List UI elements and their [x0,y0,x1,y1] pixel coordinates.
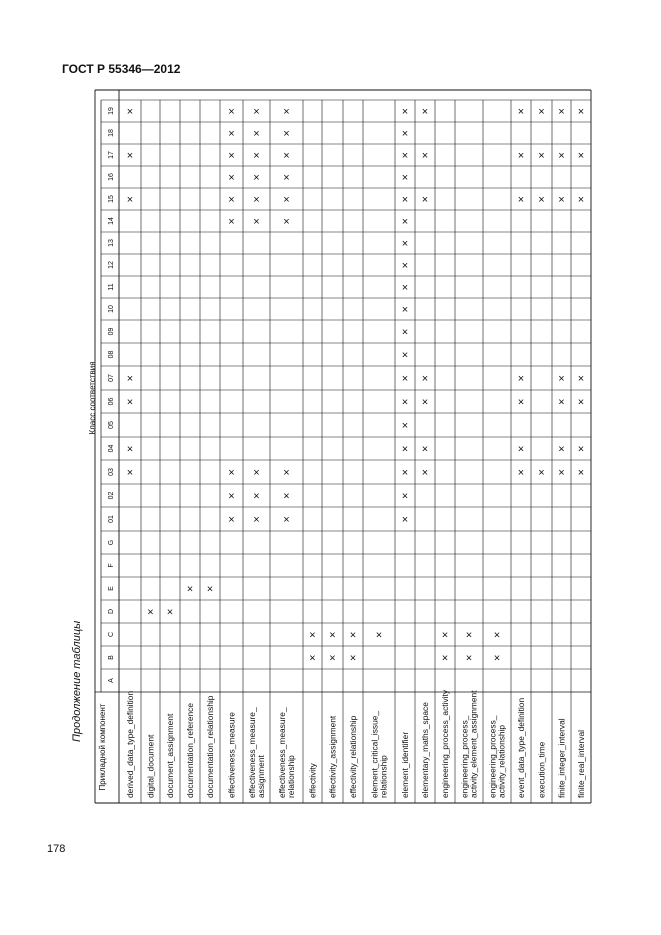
cross-mark: × [401,304,409,316]
table-row [165,607,175,799]
cross-mark: × [517,150,525,162]
cross-mark: × [283,467,290,479]
cross-mark: × [577,396,585,409]
cross-mark: × [283,216,290,228]
cross-mark: × [253,172,260,184]
table-row [460,630,479,799]
cross-mark: × [228,194,235,206]
cross-mark: × [283,150,290,162]
row-label: digital_document [145,734,156,798]
row-label: event_data_type_definition [516,697,526,798]
table-row [308,630,318,799]
column-code-02: 02 [108,491,115,500]
cross-mark: × [309,652,316,665]
cross-mark: × [421,396,429,409]
cross-mark: × [349,629,357,642]
cross-mark: × [577,443,585,456]
page-number: 178 [47,843,66,855]
cross-mark: × [577,373,585,385]
row-label: engineering_process_activity [440,689,450,798]
cross-mark: × [558,467,565,479]
cross-mark: × [126,443,134,456]
cross-mark: × [538,194,545,206]
column-code-14: 14 [108,217,115,225]
cross-mark: × [166,606,174,619]
column-code-E: E [108,586,115,591]
column-code-C: C [108,631,115,638]
cross-mark: × [401,396,409,409]
cross-mark: × [253,216,260,228]
cross-mark: × [517,106,525,118]
cross-mark: × [401,106,409,118]
column-code-08: 08 [108,350,115,359]
cross-mark: × [401,326,409,339]
cross-mark: × [253,106,260,118]
cross-mark: × [401,260,409,272]
cross-mark: × [228,514,235,526]
cross-mark: × [228,172,235,184]
cross-mark: × [441,629,449,642]
cross-mark: × [401,420,409,432]
table-row [146,607,156,799]
column-code-01: 01 [108,515,115,523]
cross-mark: × [253,128,260,140]
cross-mark: × [126,106,134,118]
cross-mark: × [228,128,235,140]
cross-mark: × [206,583,214,596]
row-label: elementary_maths_space [420,702,430,798]
cross-mark: × [538,150,545,162]
cross-mark: × [126,150,134,162]
cross-mark: × [126,194,134,206]
column-code-03: 03 [108,468,115,476]
column-code-09: 09 [108,327,115,336]
cross-mark: × [126,373,134,385]
column-code-12: 12 [108,261,115,269]
column-code-G: G [108,539,115,546]
cross-mark: × [538,106,545,118]
cross-mark: × [558,396,565,409]
column-code-18: 18 [108,129,115,137]
cross-mark: × [421,443,429,456]
cross-mark: × [253,467,260,479]
table-row [488,630,507,799]
row-label: engineering_process_ [459,715,470,798]
cross-mark: × [517,194,525,206]
cross-mark: × [401,194,409,206]
row-label: document_assignment [165,713,175,798]
cross-mark: × [401,373,409,385]
column-code-F: F [108,563,115,568]
row-label: documentation_reference [185,703,195,798]
cross-mark: × [253,514,260,526]
cross-mark: × [517,373,525,385]
column-code-15: 15 [108,195,115,203]
cross-mark: × [401,467,409,479]
cross-mark: × [493,629,501,642]
column-code-07: 07 [108,374,115,382]
table-row [370,630,389,799]
cross-mark: × [401,238,409,250]
row-label: effectivity_relationship [348,715,358,798]
cross-mark: × [517,467,525,479]
column-code-05: 05 [108,421,115,429]
cross-mark: × [465,629,473,642]
cross-mark: × [421,373,429,385]
row-label: effectivity [307,763,318,798]
column-code-D: D [108,608,115,615]
cross-mark: × [401,150,409,162]
column-code-11: 11 [108,283,115,291]
cross-mark: × [126,396,134,409]
cross-mark: × [517,396,525,409]
row-label: element_critical_issue_ [369,710,380,798]
cross-mark: × [401,349,409,362]
cross-mark: × [421,194,429,206]
column-code-13: 13 [108,239,115,247]
row-label: execution_time [536,741,547,798]
column-code-16: 16 [108,173,115,181]
cross-mark: × [558,106,565,118]
column-code-17: 17 [108,151,115,159]
row-label: derived_data_type_definition [125,690,135,798]
standard-code: ГОСТ Р 55346—2012 [62,62,181,76]
cross-mark: × [421,467,429,479]
cross-mark: × [126,467,134,479]
cross-mark: × [349,652,357,665]
row-label: assignment [256,755,266,798]
table-row [440,630,450,799]
cross-mark: × [401,216,409,228]
cross-mark: × [228,490,235,503]
row-label: element_identifier [400,731,410,798]
column-code-A: A [108,678,115,683]
cross-mark: × [401,443,409,456]
row-label: finite_integer_interval [556,718,567,798]
continuation-label: Продолжение таблицы [71,620,83,742]
cross-mark: × [401,282,409,294]
table-row [348,630,358,799]
cross-mark: × [228,216,235,228]
cross-mark: × [329,629,336,642]
cross-mark: × [283,106,290,118]
table-row [205,584,215,799]
column-code-B: B [108,655,115,660]
cross-mark: × [558,150,565,162]
row-label: activity_element_assignment [468,690,479,798]
cross-mark: × [577,467,585,479]
cross-mark: × [538,467,545,479]
row-label: finite_real_interval [576,730,586,798]
row-label: documentation_relationship [205,695,215,798]
row-label: effectivity_assignment [327,715,338,798]
cross-mark: × [558,443,565,456]
cross-mark: × [558,373,565,385]
cross-mark: × [228,467,235,479]
cross-mark: × [401,128,409,140]
table-row [328,630,338,799]
cross-mark: × [186,583,194,596]
column-code-19: 19 [108,107,115,115]
cross-mark: × [283,490,290,503]
row-label: relationship [378,755,389,798]
cross-mark: × [401,172,409,184]
row-label: effectiveness_measure [226,712,237,798]
cross-mark: × [283,172,290,184]
column-code-06: 06 [108,397,115,406]
cross-mark: × [147,606,154,619]
cross-mark: × [441,652,449,665]
cross-mark: × [421,106,429,118]
cross-mark: × [253,194,260,206]
cross-mark: × [309,629,316,642]
cross-mark: × [375,629,383,642]
cross-mark: × [577,194,585,206]
cross-mark: × [283,128,290,140]
cross-mark: × [465,652,473,665]
cross-mark: × [493,652,501,665]
cross-mark: × [329,652,336,665]
cross-mark: × [253,150,260,162]
cross-mark: × [558,194,565,206]
cross-mark: × [228,106,235,118]
row-label: effectiveness_measure_ [277,707,287,798]
cross-mark: × [401,514,409,526]
column-code-04: 04 [108,444,115,453]
cross-mark: × [228,150,235,162]
cross-mark: × [517,443,525,456]
component-header: Прикладной компонент [98,703,107,791]
cross-mark: × [421,150,429,162]
row-label: effectiveness_measure_ [247,707,257,798]
cross-mark: × [253,490,260,503]
cross-mark: × [401,490,409,503]
row-label: relationship [286,755,296,798]
cross-mark: × [283,194,290,206]
cross-mark: × [577,150,585,162]
row-label: activity_relationship [496,724,507,798]
table-row [185,584,195,799]
class-group-header: Класс соответствия [88,361,97,435]
row-label: engineering_process_ [487,715,498,798]
cross-mark: × [283,514,290,526]
cross-mark: × [577,106,585,118]
column-code-10: 10 [108,305,115,313]
